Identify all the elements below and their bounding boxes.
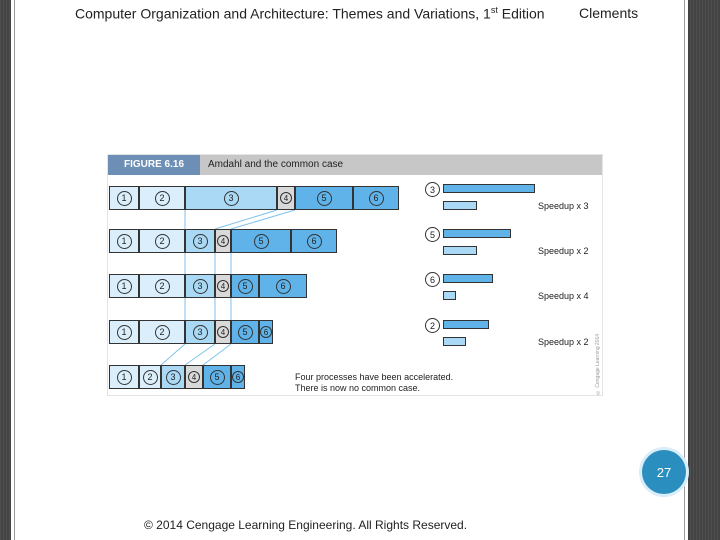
process-segment-5 — [231, 229, 291, 253]
process-number: 1 — [117, 325, 132, 340]
legend-speedup-label: Speedup x 4 — [538, 291, 589, 301]
slide-header-title: Computer Organization and Architecture: Themes and Variations, 1st Edition — [75, 5, 545, 22]
process-number: 2 — [155, 325, 170, 340]
connector-line — [203, 344, 231, 365]
process-segment-3 — [161, 365, 185, 389]
legend-accelerated-bar — [443, 291, 456, 300]
process-segment-6 — [231, 365, 245, 389]
process-segment-2 — [139, 320, 185, 344]
connector-line — [215, 210, 277, 229]
process-number: 5 — [238, 325, 253, 340]
process-segment-1 — [109, 186, 139, 210]
figure-caption: Amdahl and the common case — [208, 159, 344, 170]
process-segment-2 — [139, 365, 161, 389]
process-number: 2 — [155, 279, 170, 294]
page-number-badge: 27 — [642, 450, 686, 494]
process-number: 3 — [224, 191, 239, 206]
process-number: 4 — [188, 371, 200, 383]
process-number: 5 — [238, 279, 253, 294]
process-number: 6 — [276, 279, 291, 294]
process-segment-4 — [215, 229, 231, 253]
process-segment-4 — [215, 320, 231, 344]
process-number: 6 — [369, 191, 384, 206]
process-segment-6 — [353, 186, 399, 210]
process-number: 3 — [193, 325, 208, 340]
process-segment-4 — [185, 365, 203, 389]
connector-line — [161, 344, 185, 365]
process-segment-5 — [231, 274, 259, 298]
legend-speedup-label: Speedup x 2 — [538, 337, 589, 347]
left-border-line — [14, 0, 15, 540]
process-segment-2 — [139, 229, 185, 253]
connector-line — [185, 344, 215, 365]
process-segment-4 — [215, 274, 231, 298]
process-number: 1 — [117, 234, 132, 249]
process-segment-5 — [295, 186, 353, 210]
process-segment-2 — [139, 186, 185, 210]
legend-original-bar — [443, 320, 489, 329]
process-segment-3 — [185, 320, 215, 344]
process-number: 2 — [155, 191, 170, 206]
legend-speedup-label: Speedup x 2 — [538, 246, 589, 256]
process-segment-3 — [185, 274, 215, 298]
process-number: 4 — [217, 326, 229, 338]
process-segment-2 — [139, 274, 185, 298]
figure-note — [295, 372, 453, 394]
process-number: 3 — [193, 234, 208, 249]
process-segment-1 — [109, 274, 139, 298]
copyright-footer: © 2014 Cengage Learning Engineering. All Rights Reserved. — [144, 518, 468, 532]
slide-header-author: Clements — [579, 5, 639, 21]
right-border-line — [684, 0, 685, 540]
process-number: 4 — [280, 192, 292, 204]
legend-accelerated-bar — [443, 337, 466, 346]
legend-process-number: 2 — [425, 318, 440, 333]
process-number: 1 — [117, 191, 132, 206]
process-segment-3 — [185, 186, 277, 210]
process-number: 3 — [193, 279, 208, 294]
process-number: 5 — [210, 370, 225, 385]
process-number: 2 — [143, 370, 158, 385]
legend-accelerated-bar — [443, 246, 477, 255]
legend-original-bar — [443, 274, 493, 283]
process-segment-5 — [203, 365, 231, 389]
figure-label: FIGURE 6.16 — [108, 155, 200, 175]
process-segment-6 — [259, 274, 307, 298]
legend-speedup-label: Speedup x 3 — [538, 201, 589, 211]
process-segment-1 — [109, 365, 139, 389]
legend-process-number: 6 — [425, 272, 440, 287]
process-segment-3 — [185, 229, 215, 253]
process-segment-5 — [231, 320, 259, 344]
process-number: 5 — [254, 234, 269, 249]
process-segment-1 — [109, 229, 139, 253]
process-number: 4 — [217, 280, 229, 292]
legend-process-number: 3 — [425, 182, 440, 197]
figure — [108, 155, 602, 395]
process-number: 5 — [317, 191, 332, 206]
process-number: 1 — [117, 370, 132, 385]
process-segment-1 — [109, 320, 139, 344]
process-number: 4 — [217, 235, 229, 247]
image-credit: © Cengage Learning 2014 — [595, 333, 601, 395]
process-number: 2 — [155, 234, 170, 249]
process-number: 6 — [232, 371, 244, 383]
process-segment-4 — [277, 186, 295, 210]
process-number: 3 — [166, 370, 181, 385]
figure-note-line-1: Four processes have been accelerated. — [295, 372, 454, 382]
connector-line — [231, 210, 295, 229]
legend-process-number: 5 — [425, 227, 440, 242]
process-number: 6 — [307, 234, 322, 249]
legend-accelerated-bar — [443, 201, 477, 210]
process-segment-6 — [259, 320, 273, 344]
figure-note-line-2: There is now no common case. — [295, 383, 421, 393]
process-segment-6 — [291, 229, 337, 253]
process-number: 1 — [117, 279, 132, 294]
legend-original-bar — [443, 229, 511, 238]
process-number: 6 — [260, 326, 272, 338]
legend-original-bar — [443, 184, 535, 193]
